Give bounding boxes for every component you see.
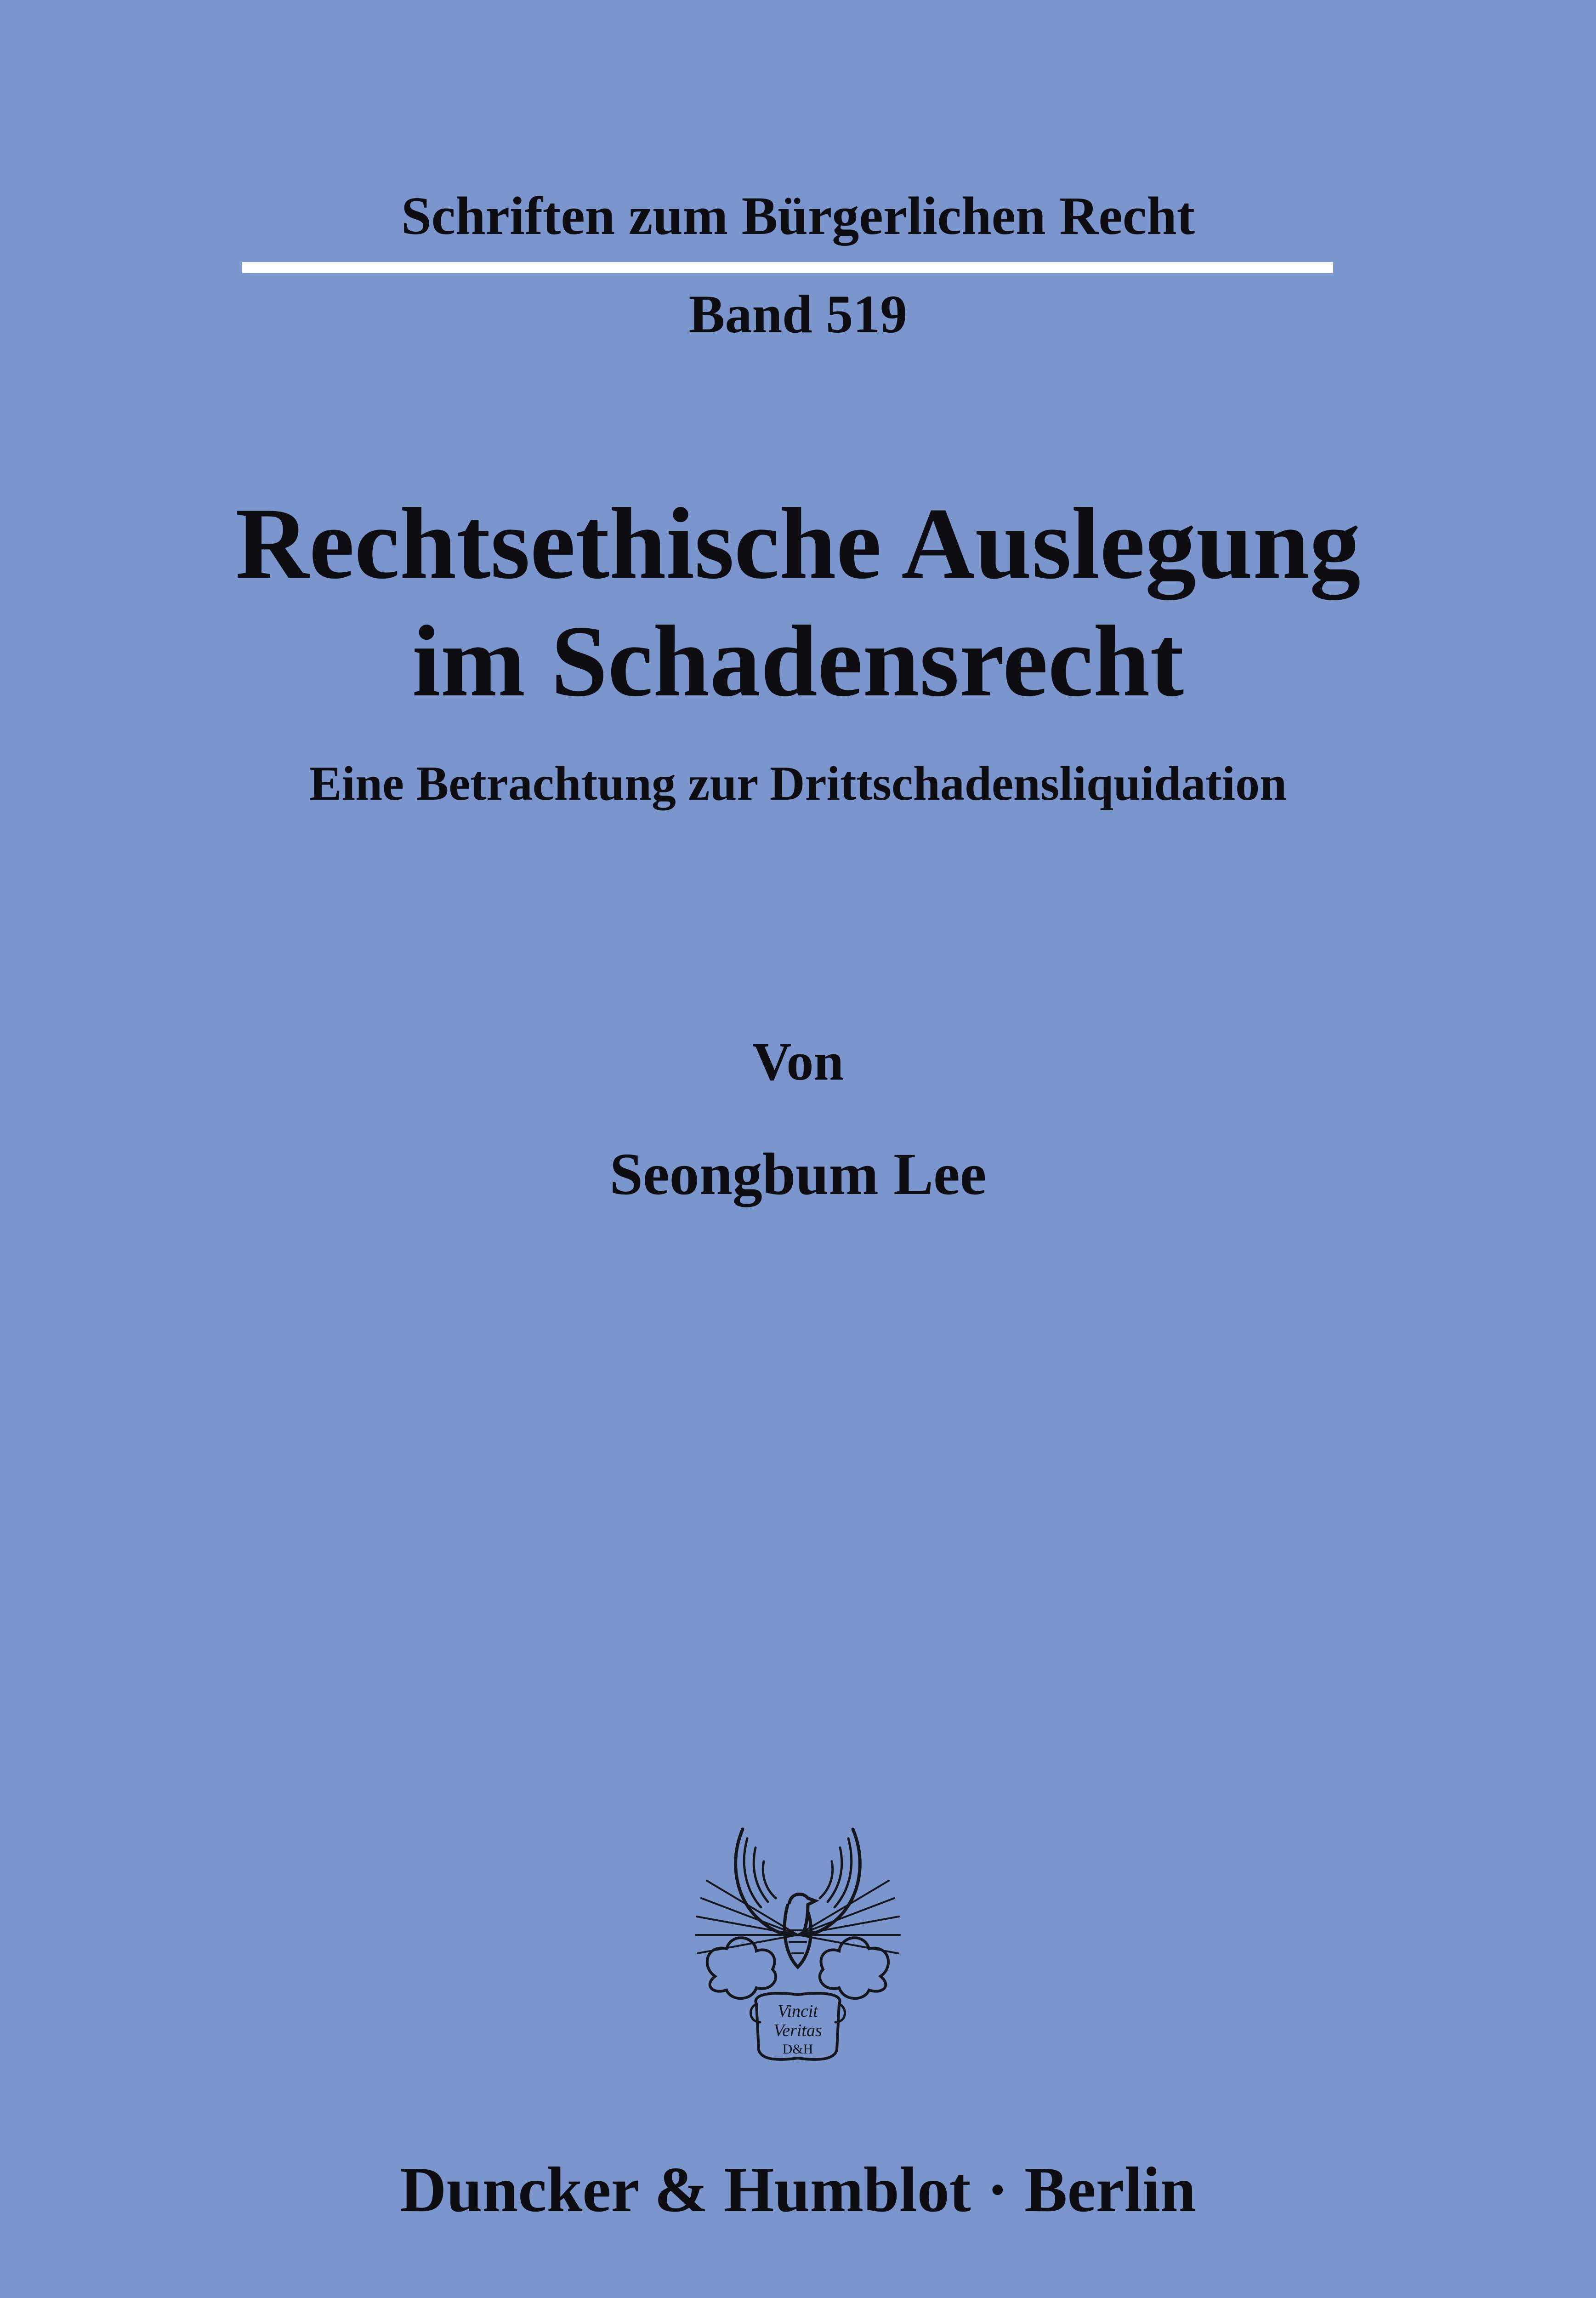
- publisher-line: Duncker & Humblot · Berlin: [400, 2154, 1196, 2225]
- logo-motto-line-1: Vincit: [778, 2002, 818, 2021]
- book-title: [0, 485, 1596, 720]
- author-name: Seongbum Lee: [609, 1141, 987, 1207]
- book-subtitle: Eine Betrachtung zur Drittschadensliquidation: [309, 757, 1287, 810]
- book-title-line-2: im Schadensrecht: [412, 605, 1184, 718]
- logo-monogram: D&H: [782, 2042, 813, 2057]
- by-label: Von: [752, 1031, 844, 1092]
- logo-motto-line-2: Veritas: [773, 2021, 822, 2040]
- volume-number: Band 519: [688, 284, 908, 344]
- series-rule: [242, 262, 1333, 273]
- book-title-line-1: Rechtsethische Auslegung: [235, 487, 1361, 600]
- series-title: Schriften zum Bürgerlichen Recht: [401, 186, 1195, 246]
- publisher-eagle-emblem-icon: [687, 1820, 908, 2077]
